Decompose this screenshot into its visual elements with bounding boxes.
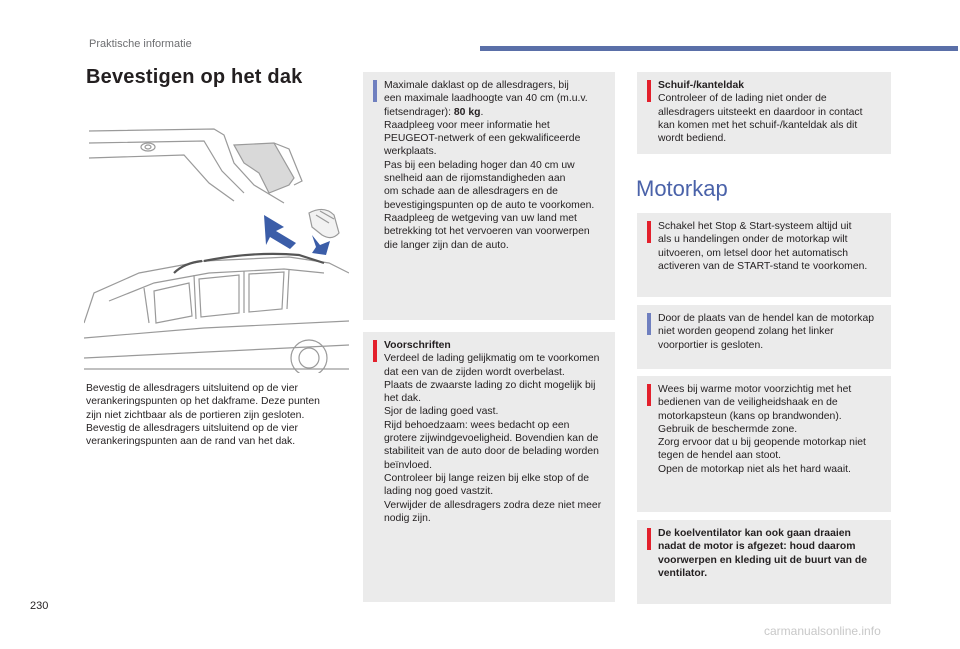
roof-load-info-rest: . Raadpleeg voor meer informatie het PEUGEOT-netwerk of een gekwalificeerde werkplaats. Pas bij een belading hoger dan 40 cm uw snelheid aan de rijomstandigheden aan om schade aan de allesdragers en de bevestigingspunten op de auto te voorkomen. Raadpleeg de wetgeving van uw land met betrekking tot het vervoeren van voorwerpen die langer zijn dan de auto. xyxy=(384,106,595,251)
regulations-warning-box xyxy=(363,332,615,602)
sunroof-warning-text: Controleer of de lading niet onder de allesdragers uitsteekt en daardoor in contact kan komen met het schuif-/kanteldak als dit wordt bediend. xyxy=(658,93,863,145)
section-header: Praktische informatie xyxy=(89,38,192,50)
bonnet-lever-info-text: Door de plaats van de hendel kan de motorkap niet worden geopend zolang het linker voorportier is gesloten. xyxy=(658,313,875,351)
regulations-warning-title: Voorschriften xyxy=(384,340,451,351)
roof-load-info-box xyxy=(363,72,615,320)
header-bar xyxy=(480,46,958,51)
regulations-warning-content xyxy=(384,339,609,525)
roof-mounting-illustration xyxy=(84,123,349,373)
stop-start-warning-box xyxy=(637,213,891,297)
sunroof-warning-box xyxy=(637,72,891,154)
roof-load-info-text xyxy=(384,79,609,252)
bonnet-section-title: Motorkap xyxy=(636,176,728,201)
cooling-fan-warning-text: De koelventilator kan ook gaan draaien nadat de motor is afgezet: houd daarom voorwerpen en kleding uit de buurt van de ventilator. xyxy=(658,528,867,579)
roof-load-value: 80 kg xyxy=(453,106,481,118)
page-title: Bevestigen op het dak xyxy=(86,66,303,88)
hot-engine-warning-text: Wees bij warme motor voorzichtig met het bedienen van de veiligheidshaak en de motorkapsteun (kans op brandwonden). Gebruik de beschermde zone. Zorg ervoor dat u bij geopende motorkap niet tegen de hendel aan stoot. Open de motorkap niet als het hard waait. xyxy=(658,384,866,475)
warning-marker-bar xyxy=(647,80,651,102)
roof-load-info-lead: Maximale daklast op de allesdragers, bij een maximale laadhoogte van 40 cm (m.u.v. fietsendrager): xyxy=(384,80,588,118)
roof-mounting-description: Bevestig de allesdragers uitsluitend op de vier verankeringspunten op het dakframe. Deze punten zijn niet zichtbaar als de portieren zijn gesloten. Bevestig de allesdragers uitsluitend op de vier verankeringspunten aan de rand van het dak. xyxy=(86,383,320,448)
sunroof-warning-title: Schuif-/kanteldak xyxy=(658,80,745,91)
warning-marker-bar xyxy=(647,528,651,550)
bonnet-lever-info-box xyxy=(637,305,891,369)
hot-engine-warning-box xyxy=(637,376,891,512)
stop-start-warning-text: Schakel het Stop & Start-systeem altijd uit als u handelingen onder de motorkap wilt uitvoeren, om letsel door het automatisch activeren van de START-stand te voorkomen. xyxy=(658,221,868,272)
watermark: carmanualsonline.info xyxy=(764,624,881,638)
warning-marker-bar xyxy=(647,384,651,406)
sunroof-warning-content xyxy=(658,79,885,145)
warning-marker-bar xyxy=(373,340,377,362)
page-number: 230 xyxy=(30,600,49,612)
regulations-warning-text: Verdeel de lading gelijkmatig om te voorkomen dat een van de zijden wordt overbelast. Plaats de zwaarste lading zo dicht mogelijk bij het dak. Sjor de lading goed vast. Rijd behoedzaam: wees bedacht op een grotere zijwindgevoeligheid. Bovendien kan de stabiliteit van de auto door de belading worden beïnvloed. Controleer bij lange reizen bij elke stop of de lading nog goed vastzit. Verwijder de allesdragers zodra deze niet meer nodig zijn. xyxy=(384,353,602,524)
info-marker-bar xyxy=(647,313,651,335)
info-marker-bar xyxy=(373,80,377,102)
warning-marker-bar xyxy=(647,221,651,243)
cooling-fan-warning-box xyxy=(637,520,891,604)
